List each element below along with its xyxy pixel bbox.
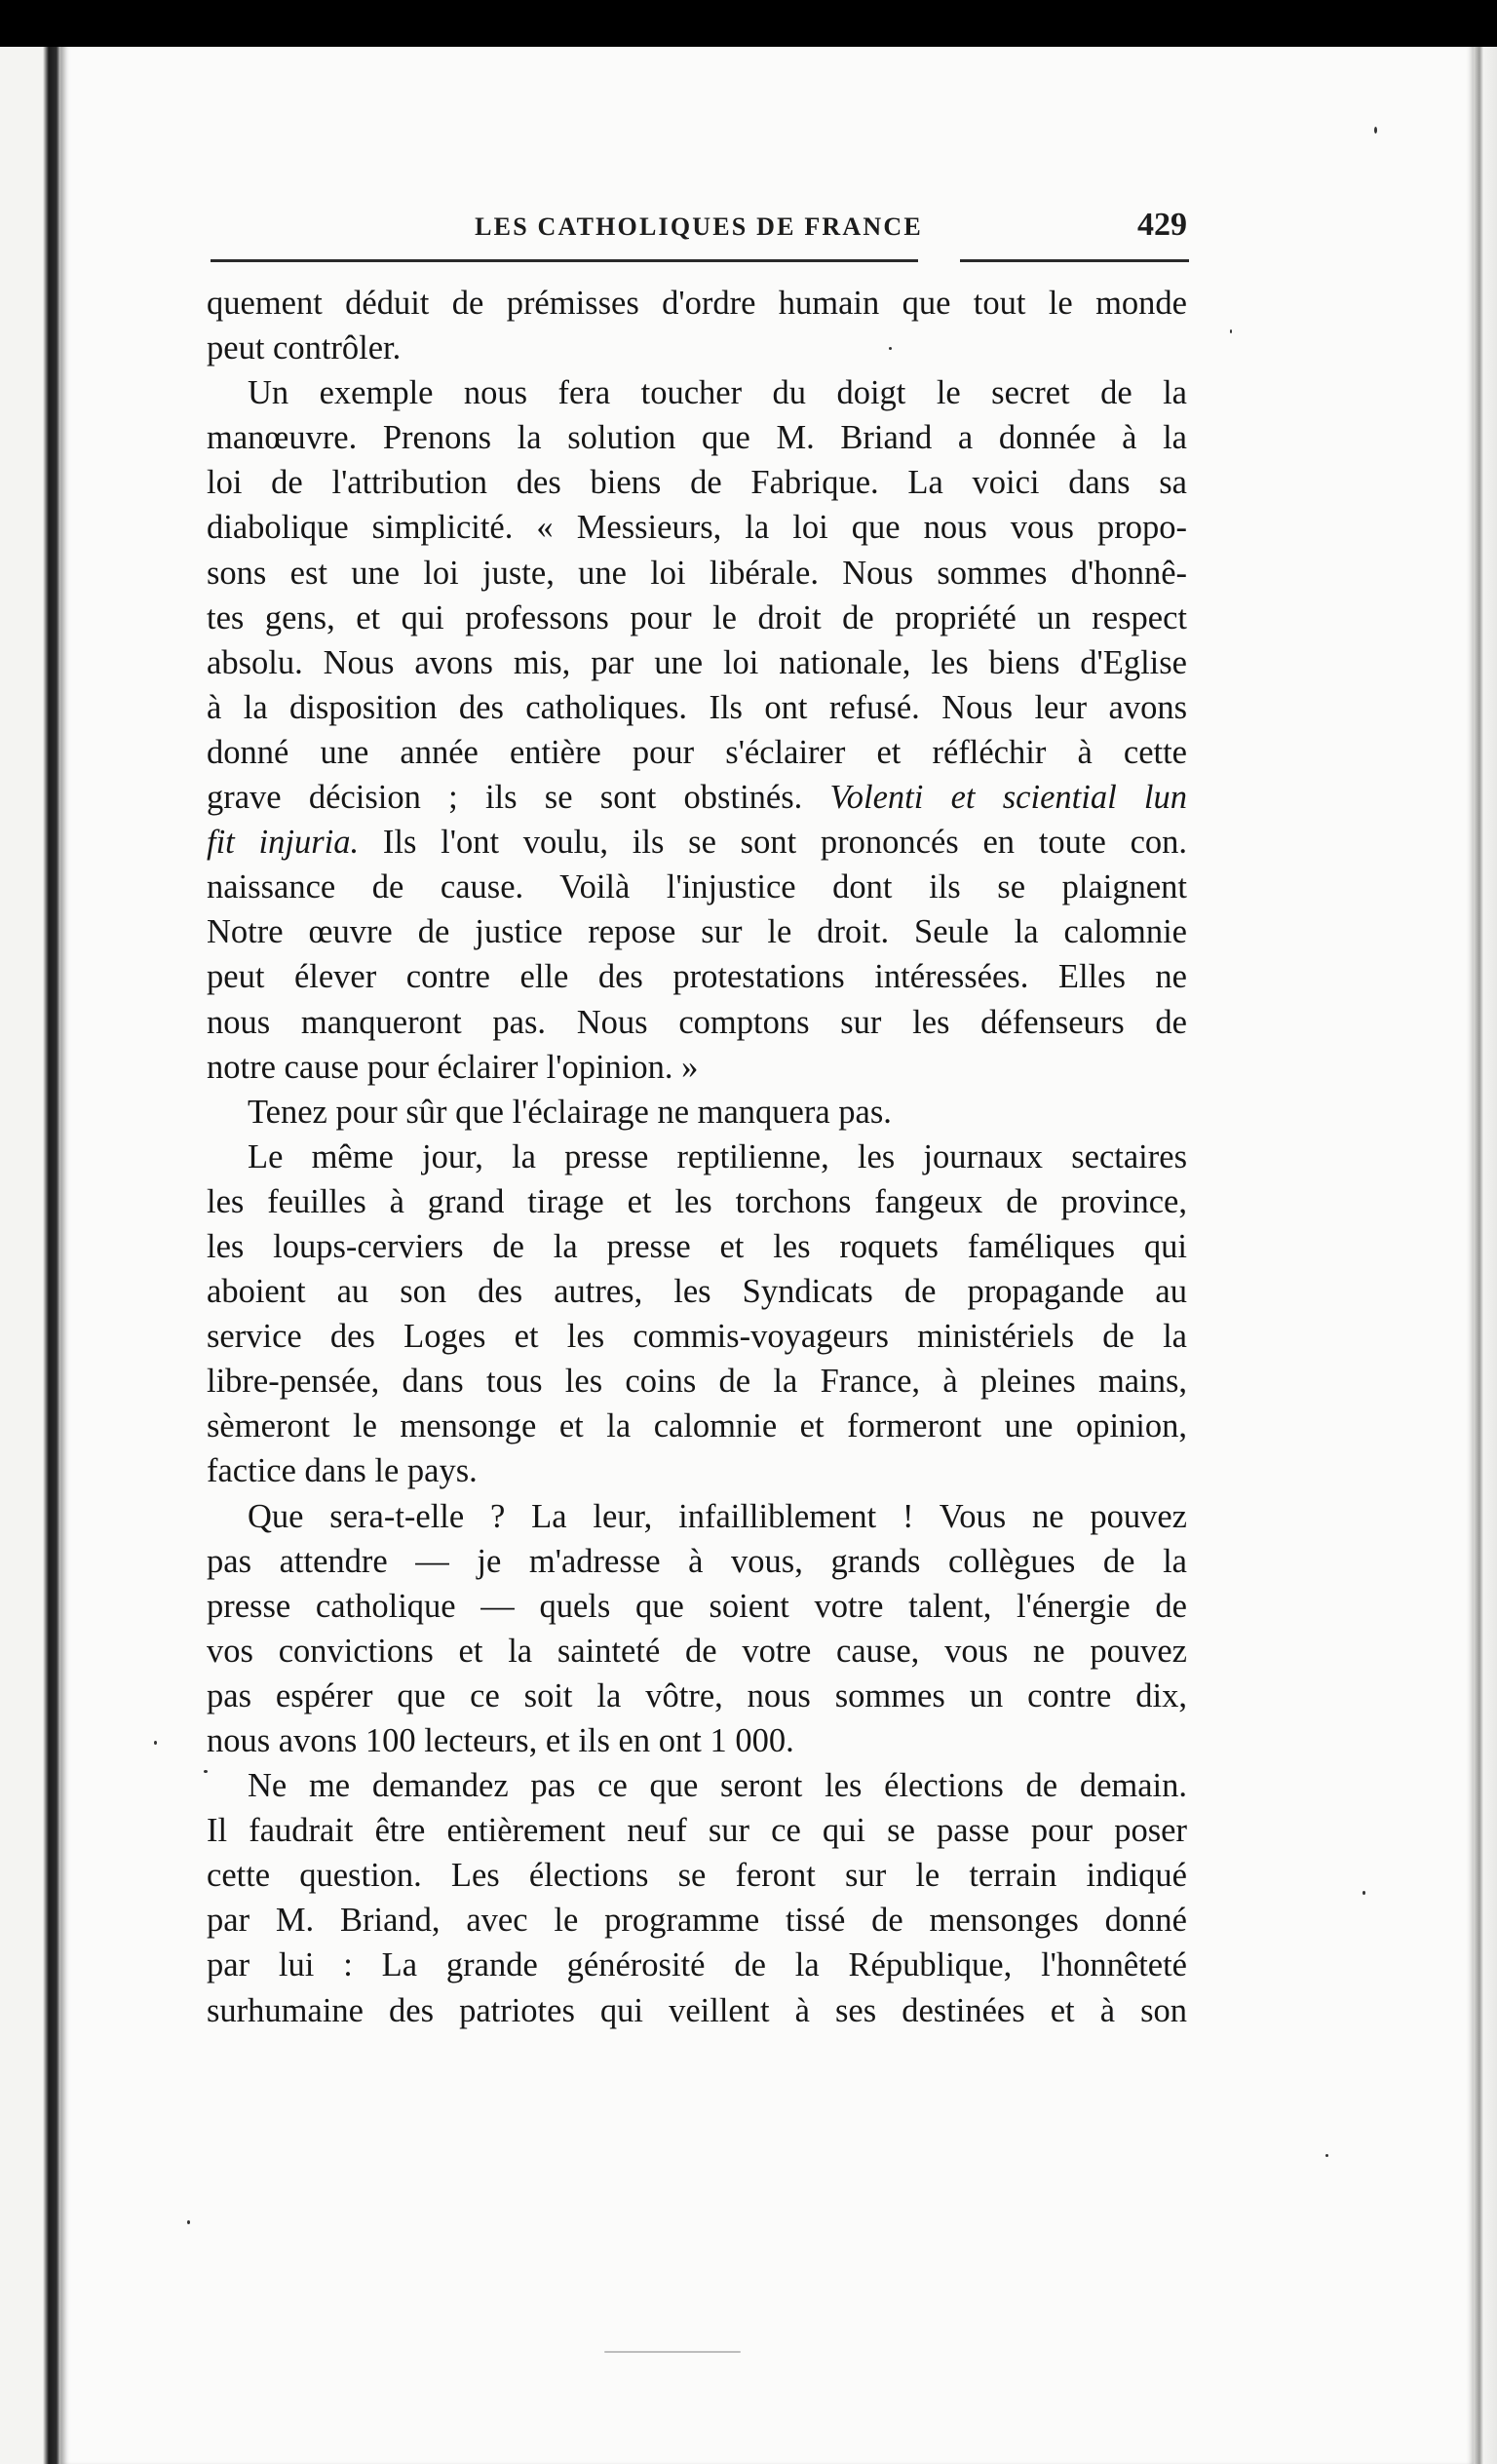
line-text: quement déduit de prémisses d'ordre humain que tout le monde <box>207 285 1187 322</box>
header-rule <box>960 259 1189 262</box>
text-line <box>207 1269 1187 1314</box>
text-line <box>207 909 1187 954</box>
line-text: Ils l'ont voulu, ils se sont prononcés en toute con. <box>382 824 1188 862</box>
scan-speck <box>187 2220 190 2224</box>
page-number: 429 <box>1137 207 1187 243</box>
line-text: tes gens, et qui professons pour le droit de propriété un respect <box>207 598 1187 636</box>
text-line <box>207 1584 1187 1629</box>
italic-phrase: Volenti et sciential lun <box>829 779 1187 817</box>
line-text: factice dans le pays. <box>207 1452 478 1490</box>
line-text: vos convictions et la sainteté de votre cause, vous ne pouvez <box>207 1632 1187 1670</box>
scan-speck <box>154 1741 157 1745</box>
scan-speck <box>1325 2154 1328 2157</box>
text-line <box>207 640 1187 685</box>
line-text: aboient au son des autres, les Syndicats de propagande au <box>207 1273 1187 1311</box>
line-text: Il faudrait être entièrement neuf sur ce qui se passe pour poser <box>207 1812 1187 1850</box>
line-text: Le même jour, la presse reptilienne, les journaux sectaires <box>248 1137 1187 1175</box>
line-text: donné une année entière pour s'éclairer et réfléchir à cette <box>207 733 1187 771</box>
text-line <box>207 1674 1187 1718</box>
italic-phrase: fit injuria. <box>207 824 360 862</box>
header-rule <box>596 259 918 262</box>
line-text: cette question. Les élections se feront sur le terrain indiqué <box>207 1857 1187 1895</box>
line-text: service des Loges et les commis-voyageurs ministériels de la <box>207 1318 1187 1356</box>
line-text: pas attendre — je m'adresse à vous, grands collègues de la <box>207 1542 1187 1580</box>
line-text: manœuvre. Prenons la solution que M. Briand a donnée à la <box>207 419 1187 457</box>
line-text: Un exemple nous fera toucher du doigt le secret de la <box>248 374 1187 412</box>
text-line <box>207 685 1187 730</box>
scan-top-border <box>0 0 1497 51</box>
line-text: par lui : La grande générosité de la République, l'honnêteté <box>207 1946 1187 1984</box>
text-line <box>207 775 1187 820</box>
text-line <box>207 1539 1187 1584</box>
text-line <box>207 1314 1187 1359</box>
text-line <box>207 1898 1187 1943</box>
text-line <box>207 1718 1187 1763</box>
line-text: Que sera-t-elle ? La leur, infailliblement ! Vous ne pouvez <box>248 1497 1187 1535</box>
line-text: peut élever contre elle des protestations intéressées. Elles ne <box>207 958 1187 996</box>
line-text: Notre œuvre de justice repose sur le droit. Seule la calomnie <box>207 913 1187 951</box>
line-text: les loups-cerviers de la presse et les roquets faméliques qui <box>207 1227 1187 1265</box>
scan-speck <box>1374 127 1377 134</box>
header-rule <box>211 259 600 262</box>
text-line <box>207 1494 1187 1539</box>
text-line <box>207 596 1187 640</box>
scan-speck <box>1363 1891 1365 1895</box>
text-line <box>207 865 1187 909</box>
text-line <box>207 1224 1187 1269</box>
text-line <box>207 1179 1187 1224</box>
scan-left-edge <box>0 47 60 2464</box>
line-text: presse catholique — quels que soient votre talent, l'énergie de <box>207 1587 1187 1625</box>
line-text: sèmeront le mensonge et la calomnie et formeront une opinion, <box>207 1407 1187 1445</box>
text-line <box>207 954 1187 999</box>
text-line <box>207 415 1187 460</box>
line-text: notre cause pour éclairer l'opinion. » <box>207 1048 699 1086</box>
line-text: Tenez pour sûr que l'éclairage ne manquera pas. <box>248 1093 892 1131</box>
text-line <box>207 1943 1187 1987</box>
line-text: à la disposition des catholiques. Ils ont refusé. Nous leur avons <box>207 688 1187 726</box>
text-line <box>207 730 1187 775</box>
line-text: Ne me demandez pas ce que seront les élections de demain. <box>248 1767 1187 1805</box>
line-text: naissance de cause. Voilà l'injustice dont ils se plaignent <box>207 868 1187 906</box>
running-title: LES CATHOLIQUES DE FRANCE <box>475 212 923 241</box>
line-text: par M. Briand, avec le programme tissé de mensonges donné <box>207 1902 1187 1940</box>
scan-right-edge <box>1474 47 1497 2464</box>
text-line <box>207 1808 1187 1853</box>
text-line <box>207 326 1187 370</box>
scan-speck <box>1230 329 1232 333</box>
line-text: les feuilles à grand tirage et les torchons fangeux de province, <box>207 1182 1187 1220</box>
text-line <box>207 1000 1187 1045</box>
text-line <box>207 1090 1187 1135</box>
text-line <box>207 820 1187 865</box>
scan-speck <box>204 1770 208 1773</box>
page-header <box>211 207 1187 250</box>
text-line <box>207 370 1187 415</box>
line-text: pas espérer que ce soit la vôtre, nous sommes un contre dix, <box>207 1676 1187 1714</box>
line-text: nous avons 100 lecteurs, et ils en ont 1 000. <box>207 1722 794 1759</box>
line-text: absolu. Nous avons mis, par une loi nationale, les biens d'Eglise <box>207 643 1187 681</box>
line-text: grave décision ; ils se sont obstinés. <box>207 779 803 817</box>
text-line <box>207 1045 1187 1090</box>
line-text: loi de l'attribution des biens de Fabrique. La voici dans sa <box>207 464 1187 502</box>
line-text: peut contrôler. <box>207 329 402 367</box>
line-text: diabolique simplicité. « Messieurs, la loi que nous vous propo- <box>207 509 1187 547</box>
text-line <box>207 460 1187 505</box>
text-line <box>207 281 1187 326</box>
text-line <box>207 1988 1187 2033</box>
text-line <box>207 551 1187 596</box>
line-text: surhumaine des patriotes qui veillent à ses destinées et à son <box>207 1991 1187 2029</box>
text-line <box>207 505 1187 550</box>
scan-speck <box>604 2351 741 2353</box>
text-line <box>207 1448 1187 1493</box>
body-text <box>207 281 1187 2033</box>
scan-speck <box>889 347 892 350</box>
line-text: libre-pensée, dans tous les coins de la France, à pleines mains, <box>207 1363 1187 1401</box>
text-line <box>207 1853 1187 1898</box>
line-text: nous manqueront pas. Nous comptons sur les défenseurs de <box>207 1003 1187 1041</box>
text-line <box>207 1404 1187 1448</box>
text-line <box>207 1135 1187 1179</box>
text-line <box>207 1359 1187 1404</box>
text-line <box>207 1629 1187 1674</box>
text-line <box>207 1763 1187 1808</box>
line-text: sons est une loi juste, une loi libérale. Nous sommes d'honnê- <box>207 554 1187 592</box>
